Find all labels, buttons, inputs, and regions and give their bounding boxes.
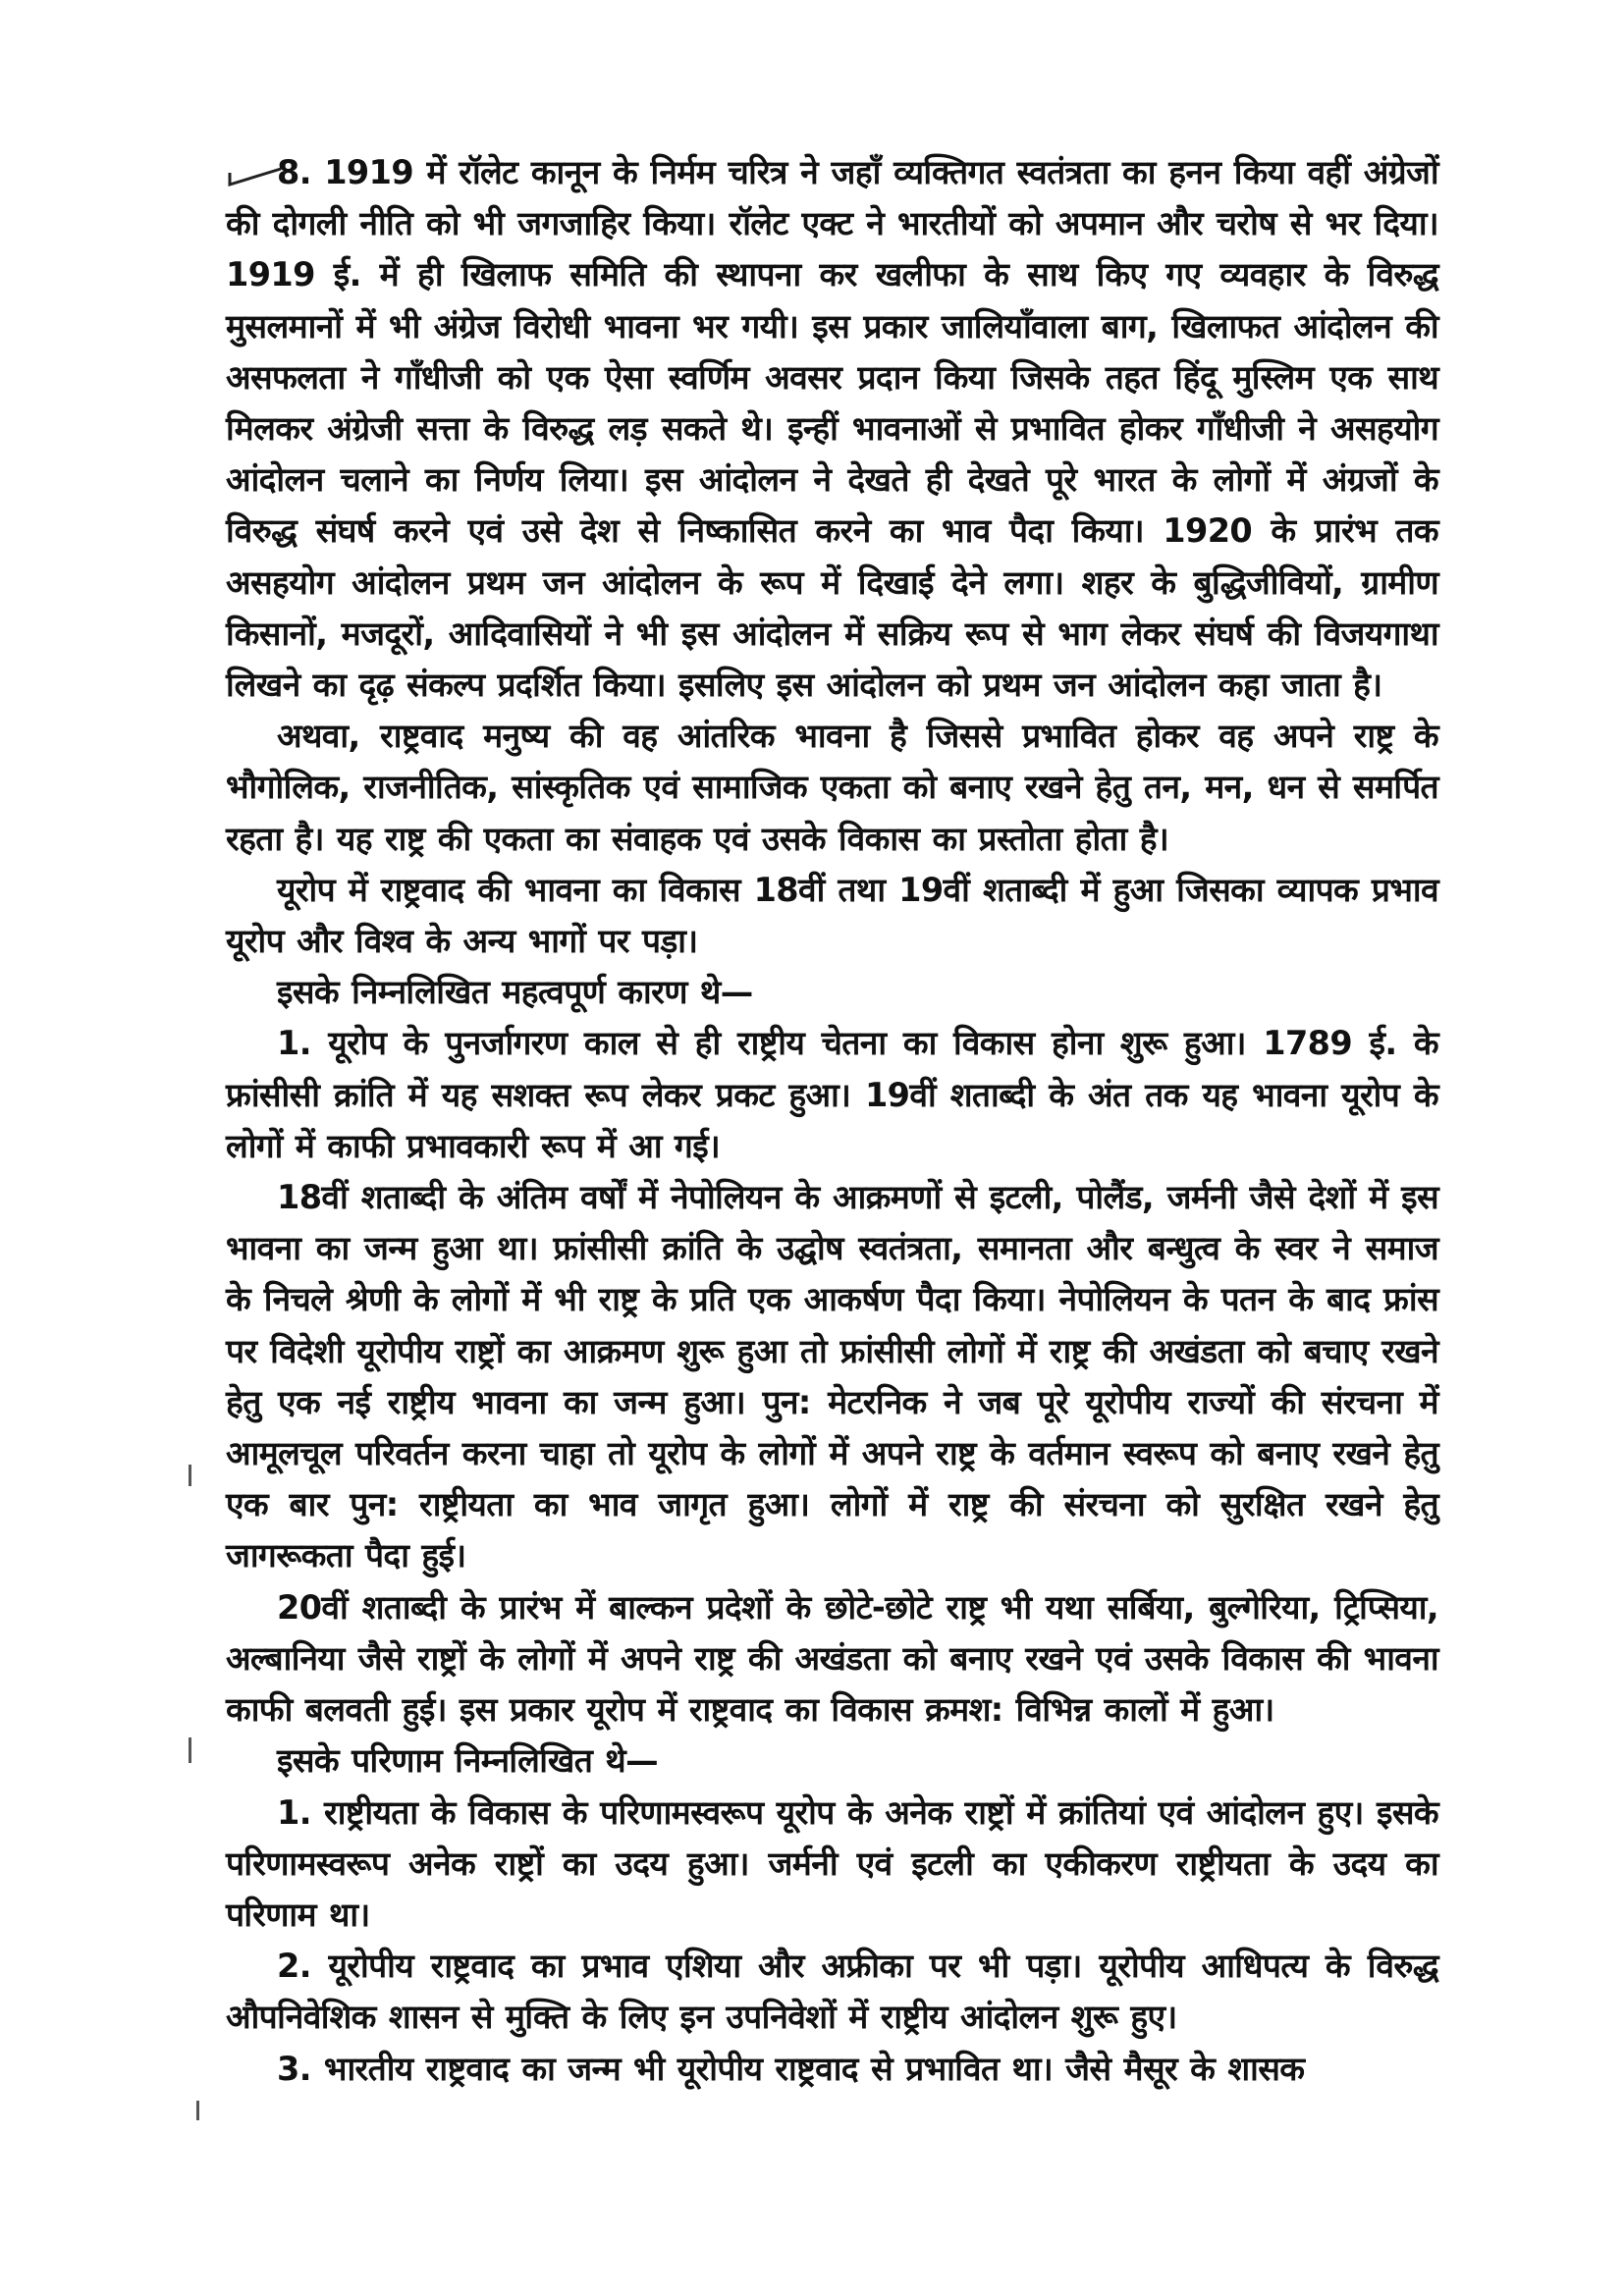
paragraph-rowlatt-act: 8. 1919 में रॉलेट कानून के निर्मम चरित्र ने जहाँ व्यक्तिगत स्वतंत्रता का हनन किया वहीं अंग्रेजों की दोगली नीति को भी जगजाहिर किया। रॉलेट एक्ट ने भारतीयों को अपमान और चरोष से भर दिया। 1919 ई. में ही खिलाफ समिति की स्थापना कर खलीफा के साथ किए गए व्यवहार के विरुद्ध मुसलमानों में भी अंग्रेज विरोधी भावना भर गयी। इस प्रकार जालियाँवाला बाग, खिलाफत आंदोलन की असफलता ने गाँधीजी को एक ऐसा स्वर्णिम अवसर प्रदान किया जिसके तहत हिंदू मुस्लिम एक साथ मिलकर अंग्रेजी सत्ता के विरुद्ध लड़ सकते थे। इन्हीं भावनाओं से प्रभावित होकर गाँधीजी ने असहयोग आंदोलन चलाने का निर्णय लिया। इस आंदोलन ने देखते ही देखते पूरे भारत के लोगों में अंग्रजों के विरुद्ध संघर्ष करने एवं उसे देश से निष्कासित करने का भाव पैदा किया। 1920 के प्रारंभ तक असहयोग आंदोलन प्रथम जन आंदोलन के रूप में दिखाई देने लगा। शहर के बुद्धिजीवियों, ग्रामीण किसानों, मजदूरों, आदिवासियों ने भी इस आंदोलन में सक्रिय रूप से भाग लेकर संघर्ष की विजयगाथा लिखने का दृढ़ संकल्प प्रदर्शित किया। इसलिए इस आंदोलन को प्रथम जन आंदोलन कहा जाता है। [226, 153, 1438, 705]
paragraph-result-2: 2. यूरोपीय राष्ट्रवाद का प्रभाव एशिया और अफ्रीका पर भी पड़ा। यूरोपीय आधिपत्य के विरुद्ध औपनिवेशिक शासन से मुक्ति के लिए इन उपनिवेशों में राष्ट्रीय आंदोलन शुरू हुए। [226, 1947, 1438, 2037]
paragraph-cause-1: 1. यूरोप के पुनर्जागरण काल से ही राष्ट्रीय चेतना का विकास होना शुरू हुआ। 1789 ई. के फ्रांसीसी क्रांति में यह सशक्त रूप लेकर प्रकट हुआ। 19वीं शताब्दी के अंत तक यह भावना यूरोप के लोगों में काफी प्रभावकारी रूप में आ गई। [226, 1024, 1438, 1165]
paragraph-napoleon: 18वीं शताब्दी के अंतिम वर्षों में नेपोलियन के आक्रमणों से इटली, पोलैंड, जर्मनी जैसे देशों में इस भावना का जन्म हुआ था। फ्रांसीसी क्रांति के उद्घोष स्वतंत्रता, समानता और बन्धुत्व के स्वर ने समाज के निचले श्रेणी के लोगों में भी राष्ट्र के प्रति एक आकर्षण पैदा किया। नेपोलियन के पतन के बाद फ्रांस पर विदेशी यूरोपीय राष्ट्रों का आक्रमण शुरू हुआ तो फ्रांसीसी लोगों में राष्ट्र की अखंडता को बचाए रखने हेतु एक नई राष्ट्रीय भावना का जन्म हुआ। पुन: मेटरनिक ने जब पूरे यूरोपीय राज्यों की संरचना में आमूलचूल परिवर्तन करना चाहा तो यूरोप के लोगों में अपने राष्ट्र के वर्तमान स्वरूप को बनाए रखने हेतु एक बार पुन: राष्ट्रीयता का भाव जागृत हुआ। लोगों में राष्ट्र की संरचना को सुरक्षित रखने हेतु जागरूकता पैदा हुई। [226, 1178, 1438, 1575]
margin-mark [189, 1465, 191, 1486]
heading-causes: इसके निम्नलिखित महत्वपूर्ण कारण थे— [277, 973, 753, 1012]
margin-mark [196, 2101, 199, 2120]
margin-mark [189, 1737, 191, 1763]
paragraph-result-1: 1. राष्ट्रीयता के विकास के परिणामस्वरूप यूरोप के अनेक राष्ट्रों में क्रांतियां एवं आंदोलन हुए। इसके परिणामस्वरूप अनेक राष्ट्रों का उदय हुआ। जर्मनी एवं इटली का एकीकरण राष्ट्रीयता के उदय का परिणाम था। [226, 1792, 1438, 1934]
paragraph-nationalism-europe: यूरोप में राष्ट्रवाद की भावना का विकास 18वीं तथा 19वीं शताब्दी में हुआ जिसका व्यापक प्रभाव यूरोप और विश्व के अन्य भागों पर पड़ा। [226, 870, 1438, 961]
paragraph-balkan: 20वीं शताब्दी के प्रारंभ में बाल्कन प्रदेशों के छोटे-छोटे राष्ट्र भी यथा सर्बिया, बुल्गेरिया, ट्रिप्सिया, अल्बानिया जैसे राष्ट्रों के लोगों में अपने राष्ट्र की अखंडता को बनाए रखने एवं उसके विकास की भावना काफी बलवती हुई। इस प्रकार यूरोप में राष्ट्रवाद का विकास क्रमश: विभिन्न कालों में हुआ। [226, 1587, 1438, 1730]
paragraph-nationalism-definition: अथवा, राष्ट्रवाद मनुष्य की वह आंतरिक भावना है जिससे प्रभावित होकर वह अपने राष्ट्र के भौगोलिक, राजनीतिक, सांस्कृतिक एवं सामाजिक एकता को बनाए रखने हेतु तन, मन, धन से समर्पित रहता है। यह राष्ट्र की एकता का संवाहक एवं उसके विकास का प्रस्तोता होता है। [226, 717, 1438, 858]
document-page [226, 147, 1438, 2095]
heading-results: इसके परिणाम निम्नलिखित थे— [277, 1741, 658, 1781]
paragraph-result-3: 3. भारतीय राष्ट्रवाद का जन्म भी यूरोपीय राष्ट्रवाद से प्रभावित था। जैसे मैसूर के शासक [277, 2049, 1305, 2088]
